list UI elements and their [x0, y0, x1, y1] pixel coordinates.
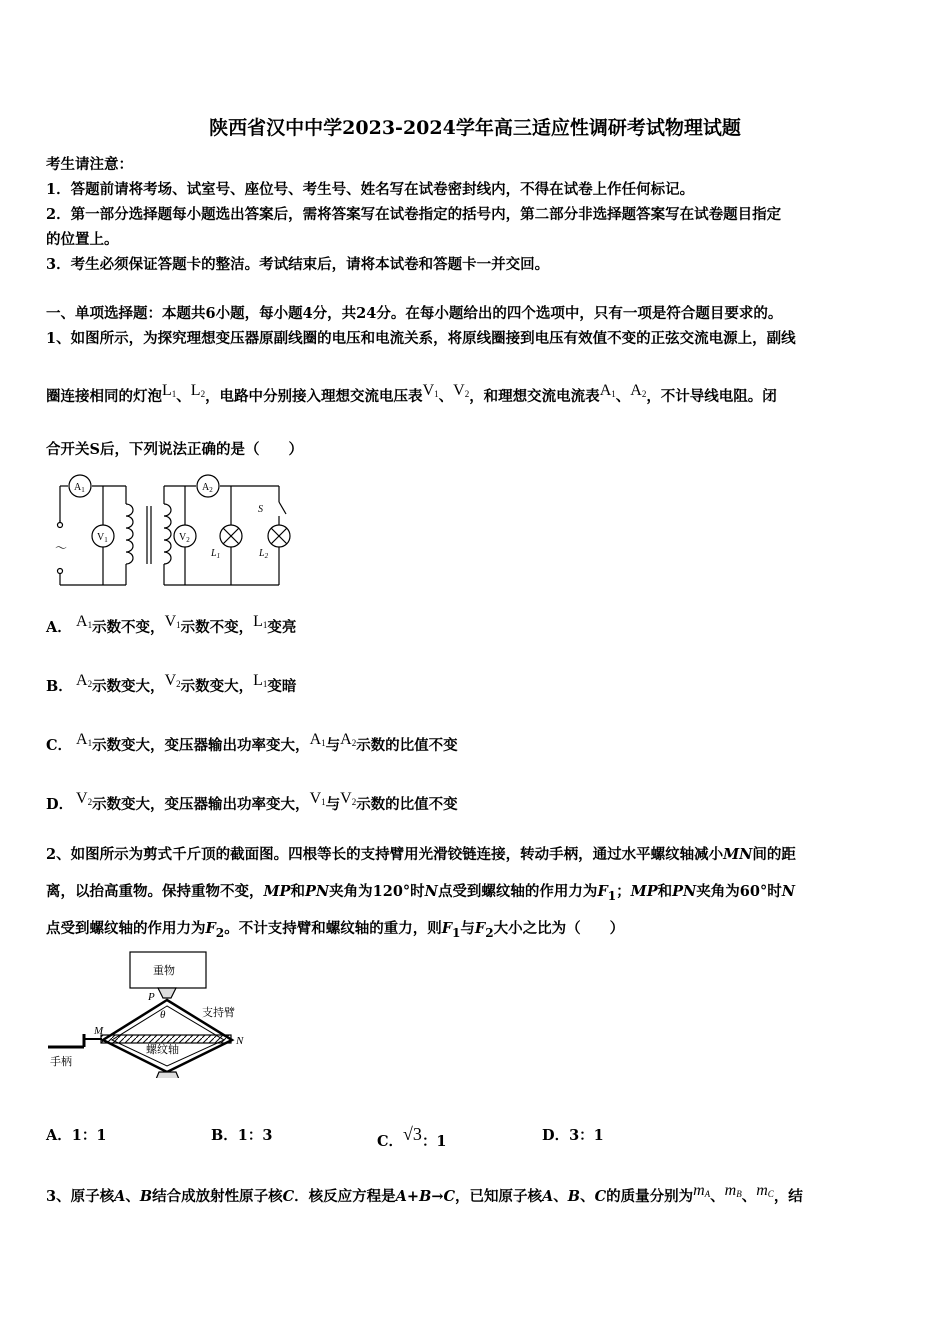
q2-option-b[interactable]: B．1：3 [211, 1127, 273, 1144]
switch-S-label: S [258, 504, 263, 515]
symbol-L1: $L_1$ [162, 382, 177, 399]
notice-item: 1．答题前请将考场、试室号、座位号、考生号、姓名写在试卷密封线内，不得在试卷上作任何标记。 [46, 181, 695, 198]
q2-option-a[interactable]: A．1：1 [46, 1127, 107, 1144]
symbol-A2: $A_2$ [630, 382, 647, 399]
notice-item: 2．第一部分选择题每小题选出答案后，需将答案写在试卷指定的括号内，第二部分非选择题答案写在试卷题目指定 [46, 206, 782, 223]
q1-option-a[interactable]: A． $A_1$示数不变，$V_1$示数不变，$L_1$变亮 [46, 613, 297, 636]
q1-line: 圈连接相同的灯泡$L_1$、$L_2$，电路中分别接入理想交流电压表$V_1$、$V_2$，和理想交流电流表$A_1$、$A_2$，不计导线电阻。闭 [46, 382, 777, 405]
mass-mC: $m_C$ [756, 1182, 774, 1199]
lamp-L2-label: $L_2$ [259, 548, 269, 560]
page-title: 陕西省汉中中学2023-2024学年高三适应性调研考试物理试题 [209, 117, 741, 139]
support-arm-label: 支持臂 [202, 1007, 235, 1019]
symbol-L2: $L_2$ [190, 382, 206, 399]
ammeter-A1-label: $A_1$ [74, 482, 85, 494]
transformer-circuit-diagram [46, 472, 306, 592]
notice-item: 的位置上。 [46, 231, 119, 248]
lamp-L1-label: $L_1$ [211, 548, 221, 560]
symbol-V1: $V_1$ [422, 382, 439, 399]
q1-option-d[interactable]: D． $V_2$示数变大，变压器输出功率变大，$V_1$与$V_2$示数的比值不变 [46, 790, 458, 813]
theta-label: θ [160, 1009, 166, 1021]
point-n-label: N [236, 1035, 244, 1047]
q2-option-d[interactable]: D．3：1 [542, 1127, 604, 1144]
q2-line: 点受到螺纹轴的作用力为$F_2$。不计支持臂和螺纹轴的重力，则$F_1$与$F_2$大小之比为（ ） [46, 920, 625, 940]
q1-line: 合开关S后，下列说法正确的是（ ） [46, 441, 303, 458]
q1-line: 1、如图所示，为探究理想变压器原副线圈的电压和电流关系，将原线圈接到电压有效值不变的正弦交流电源上，副线 [46, 330, 796, 347]
q2-option-c[interactable]: C．√3：1 [377, 1124, 447, 1150]
notice-heading: 考生请注意： [46, 156, 133, 173]
q2-line: 离，以抬高重物。保持重物不变，MP和PN夹角为120°时N点受到螺纹轴的作用力为$F_1$；MP和PN夹角为60°时N [46, 883, 795, 903]
mass-mA: $m_A$ [693, 1182, 711, 1199]
q1-option-c[interactable]: C． $A_1$示数变大，变压器输出功率变大，$A_1$与$A_2$示数的比值不变 [46, 731, 458, 754]
ammeter-A2-label: $A_2$ [202, 482, 213, 494]
ac-source-symbol: ～ [55, 541, 68, 555]
mass-mB: $m_B$ [724, 1182, 742, 1199]
notice-item: 3．考生必须保证答题卡的整洁。考试结束后，请将本试卷和答题卡一并交回。 [46, 256, 550, 273]
scissor-jack-diagram [46, 948, 266, 1078]
load-label: 重物 [153, 965, 175, 977]
point-p-label: P [148, 991, 155, 1003]
voltmeter-V1-label: $V_1$ [97, 532, 108, 544]
q3-line: 3、原子核A、B结合成放射性原子核C．核反应方程是A+B→C，已知原子核A、B、C的质量分别为$m_A$、$m_B$、$m_C$，结 [46, 1182, 803, 1205]
section-heading: 一、单项选择题：本题共6小题，每小题4分，共24分。在每小题给出的四个选项中，只有一项是符合题目要求的。 [46, 305, 783, 322]
handle-label: 手柄 [50, 1056, 72, 1068]
screw-axis-label: 螺纹轴 [146, 1044, 179, 1056]
q1-option-b[interactable]: B． $A_2$示数变大，$V_2$示数变大，$L_1$变暗 [46, 672, 297, 695]
symbol-A1: $A_1$ [599, 382, 616, 399]
symbol-V2: $V_2$ [453, 382, 470, 399]
point-m-label: M [94, 1025, 104, 1037]
q2-line: 2、如图所示为剪式千斤顶的截面图。四根等长的支持臂用光滑铰链连接，转动手柄，通过水平螺纹轴减小MN间的距 [46, 846, 796, 863]
voltmeter-V2-label: $V_2$ [179, 532, 190, 544]
